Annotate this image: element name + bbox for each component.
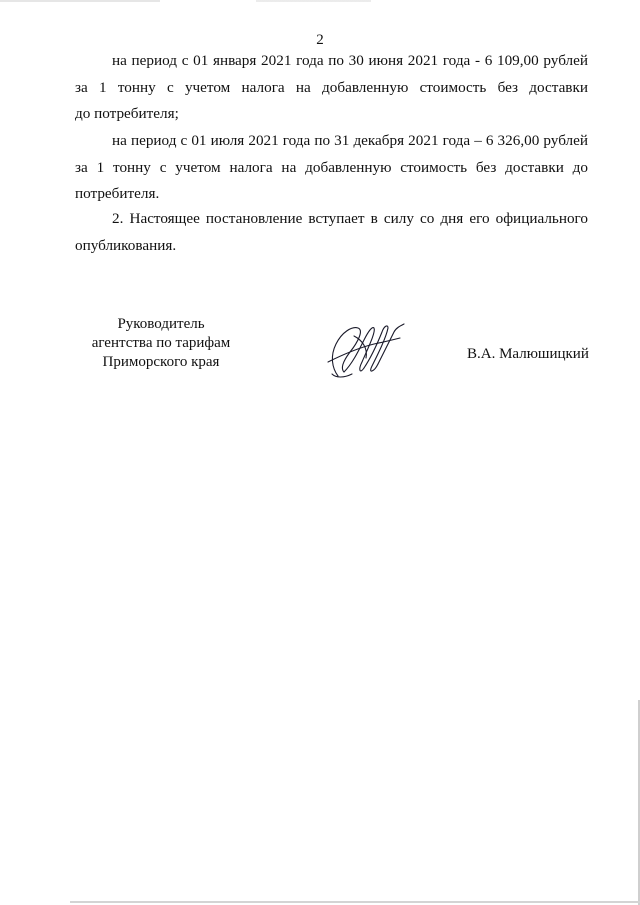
paragraph-tariff-period-2 [75,128,588,208]
signatory-title [86,315,236,372]
signatory-title-line: агентства по тарифам [91,335,231,351]
paragraph-effective-date [75,206,588,259]
scan-artifact-top [0,0,640,2]
handwritten-signature [318,318,408,380]
paragraph-text: на период с 01 июля 2021 года по 31 декабря 2021 года – 6 326,00 рублей [112,132,588,149]
paragraph-line: потребителя. [75,185,160,202]
paragraph-line: до потребителя; [75,105,179,122]
paragraph-line [75,128,588,155]
paragraph-line [75,48,588,75]
signatory-title-line: Руководитель [117,316,205,332]
scan-artifact-bottom [70,901,640,903]
paragraph-line [75,206,588,233]
page-number: 2 [316,32,324,48]
paragraph-line: за 1 тонну с учетом налога на добавленную стоимость без доставки [75,78,588,96]
paragraph-text: 2. Настоящее постановление вступает в силу со дня его официального [112,210,588,227]
paragraph-text: на период с 01 января 2021 года по 30 июня 2021 года - 6 109,00 рублей [112,52,588,69]
paragraph-tariff-period-1 [75,48,588,128]
signatory-title-line: Приморского края [102,354,220,370]
paragraph-line: за 1 тонну с учетом налога на добавленную стоимость без доставки до [75,158,588,176]
signatory-name: В.А. Малюшицкий [467,346,589,362]
paragraph-line: опубликования. [75,236,177,254]
